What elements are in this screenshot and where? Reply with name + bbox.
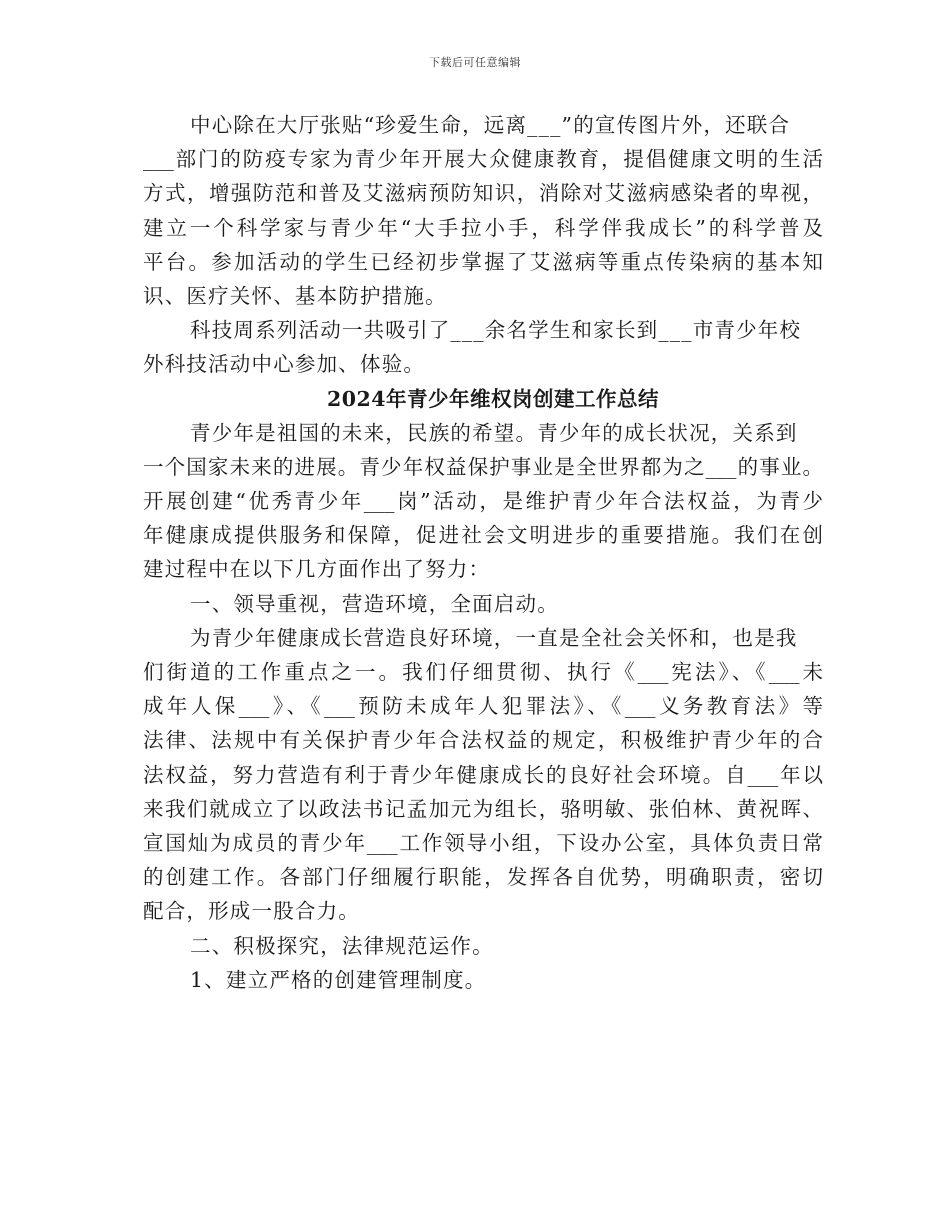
paragraph-line: 们街道的工作重点之一。我们仔细贯彻、执行《___宪法》、《___未 <box>143 660 823 684</box>
paragraph-line: 方式，增强防范和普及艾滋病预防知识，消除对艾滋病感染者的卑视， <box>143 181 823 206</box>
document-body <box>143 108 823 997</box>
paragraph-line: 青少年是祖国的未来，民族的希望。青少年的成长状况，关系到 <box>190 420 798 445</box>
paragraph-line: 年健康成提供服务和保障，促进社会文明进步的重要措施。我们在创 <box>143 523 823 548</box>
paragraph-line: 为青少年健康成长营造良好环境，一直是全社会关怀和，也是我 <box>190 625 798 650</box>
paragraph-line: 一个国家未来的进展。青少年权益保护事业是全世界都为之___的事业。 <box>143 454 823 479</box>
section-heading: 二、积极探究，法律规范运作。 <box>190 933 494 958</box>
paragraph-line: 开展创建“优秀青少年___岗”活动，是维护青少年合法权益，为青少 <box>143 489 823 514</box>
paragraph-line: 法律、法规中有关保护青少年合法权益的规定，积极维护青少年的合 <box>143 728 823 753</box>
paragraph-line: 外科技活动中心参加、体验。 <box>143 352 426 377</box>
paragraph-line: 的创建工作。各部门仔细履行职能，发挥各自优势，明确职责，密切 <box>143 865 823 890</box>
paragraph-line: 成年人保___》、《___预防未成年人犯罪法》、《___义务教育法》等 <box>143 694 823 719</box>
paragraph-line: 法权益，努力营造有利于青少年健康成长的良好社会环境。自___年以 <box>143 762 823 787</box>
paragraph-line: 科技周系列活动一共吸引了___余名学生和家长到___市青少年校 <box>190 318 802 343</box>
subsection-heading: 1、建立严格的创建管理制度。 <box>190 967 487 992</box>
paragraph-line: 建过程中在以下几方面作出了努力： <box>143 557 491 582</box>
paragraph-line: 识、医疗关怀、基本防护措施。 <box>143 283 447 308</box>
paragraph-line: 宣国灿为成员的青少年___工作领导小组，下设办公室，具体负责日常 <box>143 830 823 855</box>
paragraph-line: 平台。参加活动的学生已经初步掌握了艾滋病等重点传染病的基本知 <box>143 249 823 274</box>
paragraph-line: 中心除在大厅张贴“珍爱生命，远离___”的宣传图片外，还联合 <box>190 113 791 137</box>
section-heading: 一、领导重视，营造环境，全面启动。 <box>190 591 559 616</box>
page-header: 下载后可任意编辑 <box>429 56 521 69</box>
paragraph-line: 来我们就成立了以政法书记孟加元为组长，骆明敏、张伯林、黄祝晖、 <box>143 796 823 821</box>
paragraph-line: ___部门的防疫专家为青少年开展大众健康教育，提倡健康文明的生活 <box>143 147 823 172</box>
document-title: 2024年青少年维权岗创建工作总结 <box>326 386 660 411</box>
paragraph-line: 配合，形成一股合力。 <box>143 899 360 924</box>
paragraph-line: 建立一个科学家与青少年“大手拉小手，科学伴我成长”的科学普及 <box>143 215 823 240</box>
